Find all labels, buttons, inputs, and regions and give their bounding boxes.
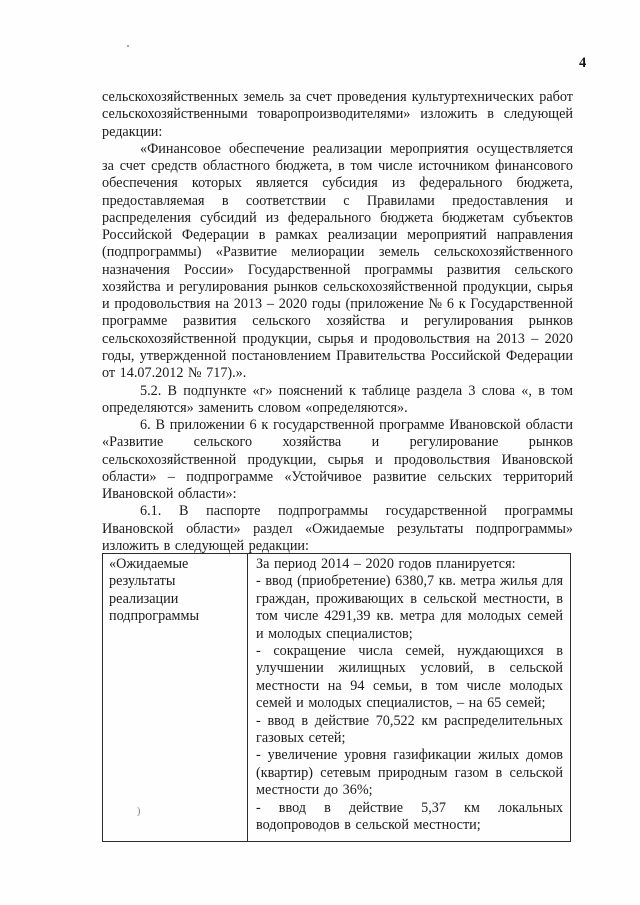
- table-content-line: - увеличение уровня газификации жилых домов (квартир) сетевым природным газом в сельской местности до 36%;: [256, 747, 563, 799]
- table-content-line: - ввод в действие 5,37 км локальных водопроводов в сельской местности;: [256, 799, 563, 834]
- table-content-line: За период 2014 – 2020 годов планируется:: [256, 556, 516, 572]
- paragraph-financial-provision: «Финансовое обеспечение реализации мероприятия осуществляется за счет средств областного бюджета, в том числе источником финансового обеспечения которых является субсидия из федерального бюджета, предоставляемая в соответствии с Правилами предоставления и распределения субсидий из федерального бюджета бюджетам субъектов Российской Федерации в рамках реализации мероприятий направления (подпрограммы) «Развитие мелиорации земель сельскохозяйственного назначения России» Государственной программы развития сельского хозяйства и регулирования рынков сельскохозяйственной продукции, сырья и продовольствия на 2013 – 2020 годы (приложение № 6 к Государственной программе развития сельского хозяйства и регулирования рынков сельскохозяйственной продукции, сырья и продовольствия на 2013 – 2020 годы, утвержденной постановлением Правительства Российской Федерации от 14.07.2012 № 717).».: [102, 140, 573, 382]
- expected-results-table: [102, 553, 571, 842]
- paragraph-6: 6. В приложении 6 к государственной программе Ивановской области «Развитие сельского хозяйства и регулирование рынков сельскохозяйственной продукции, сырья и продовольствия Ивановской области» – подпрограмме «Устойчивое развитие сельских территорий Ивановской области»:: [102, 417, 573, 503]
- table-cell-label: [103, 554, 248, 841]
- scan-speck: [127, 45, 129, 47]
- paragraph-6-1: 6.1. В паспорте подпрограммы государственной программы Ивановской области» раздел «Ожидаемые результаты подпрограммы» изложить в следующей редакции:: [102, 503, 573, 554]
- paragraph-continuation: сельскохозяйственных земель за счет проведения культуртехнических работ сельскохозяйственными товаропроизводителями» изложить в следующей редакции:: [102, 89, 573, 140]
- table-content-line: - ввод в действие 70,522 км распределительных газовых сетей;: [256, 712, 563, 747]
- table-cell-content: [248, 554, 570, 841]
- scan-artifact: ): [137, 806, 141, 817]
- paragraph-5-2: 5.2. В подпункте «г» пояснений к таблице раздела 3 слова «, в том определяются» заменить словом «определяются».: [102, 382, 573, 416]
- table-content-line: - ввод (приобретение) 6380,7 кв. метра жилья для граждан, проживающих в сельской местности, в том числе 4291,39 кв. метра для молодых семей и молодых специалистов;: [256, 573, 563, 642]
- table-label-text: «Ожидаемые результаты реализации подпрограммы: [109, 556, 199, 625]
- page-number: 4: [579, 55, 587, 71]
- document-body: [102, 89, 573, 555]
- table-content-line: - сокращение числа семей, нуждающихся в улучшении жилищных условий, в сельской местности на 94 семьи, в том числе молодых семей и молодых специалистов, – на 65 семей;: [256, 643, 563, 712]
